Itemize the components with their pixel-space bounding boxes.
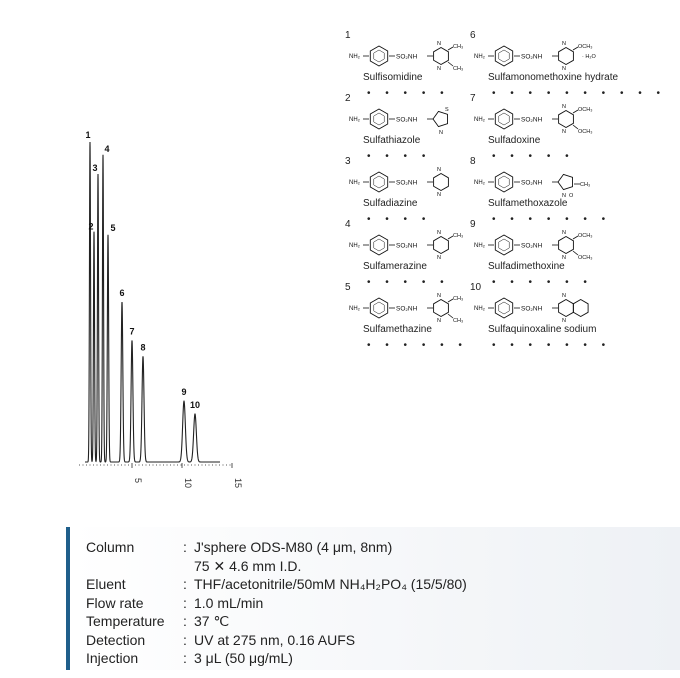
- compound-name: Sulfadimethoxine: [488, 261, 565, 272]
- ring-s-label: S: [445, 107, 449, 113]
- sulfonamide-label: SO₂NH: [396, 116, 418, 124]
- ring-n-label: N: [437, 66, 441, 72]
- compound-dots: • • • • • • •: [492, 340, 612, 351]
- condition-label: Column: [86, 539, 135, 555]
- condition-row: [86, 595, 676, 613]
- ring-n-label: N: [437, 255, 441, 261]
- peak-label: 10: [189, 400, 201, 410]
- ring-n-label: N: [437, 293, 441, 299]
- compound-dots: • • • • •: [367, 88, 450, 99]
- condition-separator: :: [183, 613, 187, 629]
- ring-n-label: N: [437, 318, 441, 324]
- structure-diagram: [470, 229, 600, 263]
- compound-name: Sulfamerazine: [363, 261, 427, 272]
- peak-label: 5: [110, 222, 116, 233]
- condition-separator: :: [183, 594, 187, 611]
- conditions-panel: [66, 527, 680, 670]
- structure-diagram: [470, 103, 600, 137]
- compound-name: Sulfadiazine: [363, 198, 418, 209]
- amine-label: NH₂: [474, 243, 485, 249]
- compound-name: Sulfamonomethoxine hydrate: [488, 72, 619, 83]
- compound-dots: • • • •: [367, 151, 432, 162]
- sulfonamide-label: SO₂NH: [521, 53, 543, 61]
- ring-n-label: N: [562, 193, 566, 199]
- compound-dots: • • • • • • •: [492, 214, 612, 225]
- compound-number: 1: [345, 30, 351, 41]
- amine-label: NH₂: [349, 243, 360, 249]
- condition-value: 3 μL (50 μg/mL): [194, 650, 293, 666]
- compound-7: [470, 93, 600, 162]
- sulfonamide-label: SO₂NH: [396, 53, 418, 61]
- ring-n-label: N: [562, 230, 566, 236]
- structure-diagram: [345, 103, 475, 137]
- structure-diagram: [345, 40, 475, 74]
- peak-label: 1: [85, 130, 91, 140]
- ring-n-label: N: [562, 41, 566, 47]
- substituent-label: CH₃: [580, 182, 591, 188]
- x-tick-label: 15: [233, 478, 243, 489]
- compound-number: 6: [470, 30, 476, 41]
- compound-number: 9: [470, 219, 476, 230]
- x-tick-label: 10: [183, 478, 193, 489]
- structure-diagram: [345, 229, 475, 263]
- compound-6: [470, 30, 667, 99]
- amine-label: NH₂: [349, 117, 360, 123]
- condition-label: Temperature: [86, 613, 165, 629]
- peak-label: 2: [88, 221, 94, 232]
- ring-n-label: N: [437, 41, 441, 47]
- compound-name: Sulfamethazine: [363, 324, 432, 335]
- compound-10: [470, 282, 612, 351]
- compound-number: 4: [345, 219, 351, 230]
- compound-dots: • • • • • •: [367, 340, 468, 351]
- substituent-label: OCH₃: [578, 255, 593, 261]
- compound-1: [345, 30, 475, 99]
- chromatogram-trace: [85, 142, 220, 462]
- compound-2: [345, 93, 475, 162]
- compound-name: Sulfamethoxazole: [488, 198, 568, 209]
- compound-dots: • • • • •: [492, 151, 575, 162]
- ring-n-label: N: [437, 167, 441, 173]
- ring-n-label: N: [562, 293, 566, 299]
- sulfonamide-label: SO₂NH: [521, 116, 543, 124]
- compound-number: 7: [470, 93, 476, 104]
- ring-o-label: O: [569, 193, 574, 199]
- amine-label: NH₂: [349, 180, 360, 186]
- peak-label: 6: [119, 288, 125, 298]
- ring-n-label: N: [437, 192, 441, 198]
- chromatogram: [0, 0, 340, 510]
- compound-number: 2: [345, 93, 351, 104]
- structure-diagram: [470, 166, 600, 200]
- compound-name: Sulfadoxine: [488, 135, 541, 146]
- compound-name: Sulfaquinoxaline sodium: [488, 324, 597, 335]
- amine-label: NH₂: [474, 117, 485, 123]
- compound-dots: • • • •: [367, 214, 432, 225]
- substituent-label: OCH₃: [578, 44, 593, 50]
- condition-row: [86, 558, 676, 576]
- substituent-label: CH₃: [453, 66, 464, 72]
- structure-diagram: [470, 292, 600, 326]
- substituent-label: CH₃: [453, 44, 464, 50]
- compound-number: 8: [470, 156, 476, 167]
- condition-value: UV at 275 nm, 0.16 AUFS: [194, 631, 356, 648]
- ring-n-label: N: [439, 130, 443, 136]
- amine-label: NH₂: [349, 54, 360, 60]
- peak-label: 8: [140, 342, 146, 353]
- sulfonamide-label: SO₂NH: [521, 242, 543, 250]
- structure-diagram: [345, 292, 475, 326]
- condition-label: Flow rate: [86, 594, 144, 611]
- sulfonamide-label: SO₂NH: [521, 305, 543, 313]
- peak-label: 3: [92, 163, 98, 173]
- substituent-label: OCH₃: [578, 107, 593, 113]
- amine-label: NH₂: [474, 54, 485, 60]
- condition-label: Eluent: [86, 576, 126, 592]
- compound-8: [470, 156, 612, 225]
- compound-number: 10: [470, 282, 482, 293]
- compound-3: [345, 156, 475, 225]
- condition-separator: :: [183, 539, 187, 555]
- substituent-label: CH₃: [453, 233, 464, 239]
- ring-n-label: N: [562, 255, 566, 261]
- condition-value: 1.0 mL/min: [194, 594, 264, 611]
- sulfonamide-label: SO₂NH: [396, 305, 418, 313]
- compound-name: Sulfathiazole: [363, 135, 421, 146]
- peak-label: 9: [181, 387, 187, 398]
- condition-separator: :: [183, 650, 187, 666]
- ring-n-label: N: [562, 129, 566, 135]
- condition-row: [86, 650, 676, 668]
- ring-n-label: N: [437, 230, 441, 236]
- compound-5: [345, 282, 475, 351]
- compound-number: 3: [345, 156, 351, 167]
- condition-separator: :: [183, 576, 187, 592]
- condition-row: [86, 576, 676, 594]
- structure-diagram: [345, 166, 475, 200]
- condition-separator: :: [183, 631, 187, 648]
- condition-value: 37 ℃: [194, 613, 230, 629]
- ring-n-label: N: [562, 318, 566, 324]
- amine-label: NH₂: [474, 306, 485, 312]
- amine-label: NH₂: [349, 306, 360, 312]
- substituent-label: CH₃: [453, 318, 464, 324]
- ring-n-label: N: [562, 66, 566, 72]
- peak-label: 4: [104, 143, 110, 154]
- condition-value: 75 ✕ 4.6 mm I.D.: [194, 557, 302, 574]
- condition-row: [86, 613, 676, 631]
- x-tick-label: 5: [133, 478, 143, 484]
- hydrate-label: · H₂O: [582, 54, 596, 60]
- condition-row: [86, 632, 676, 650]
- compound-dots: • • • • • • • • • •: [492, 88, 667, 99]
- sulfonamide-label: SO₂NH: [396, 242, 418, 250]
- compound-dots: • • • • •: [367, 277, 450, 288]
- condition-row: [86, 539, 676, 557]
- compound-number: 5: [345, 282, 351, 293]
- condition-value: THF/acetonitrile/50mM NH₄H₂PO₄ (15/5/80): [194, 576, 467, 592]
- condition-label: Detection: [86, 631, 146, 648]
- amine-label: NH₂: [474, 180, 485, 186]
- condition-value: J'sphere ODS-M80 (4 μm, 8nm): [194, 539, 393, 555]
- condition-label: Injection: [86, 650, 139, 666]
- substituent-label: OCH₃: [578, 233, 593, 239]
- compound-name: Sulfisomidine: [363, 72, 423, 83]
- substituent-label: CH₃: [453, 296, 464, 302]
- peak-label: 7: [129, 326, 135, 337]
- sulfonamide-label: SO₂NH: [396, 179, 418, 187]
- structure-diagram: [470, 40, 600, 74]
- sulfonamide-label: SO₂NH: [521, 179, 543, 187]
- compound-dots: • • • • • •: [492, 277, 593, 288]
- ring-n-label: N: [562, 104, 566, 110]
- compound-4: [345, 219, 475, 288]
- substituent-label: OCH₃: [578, 129, 593, 135]
